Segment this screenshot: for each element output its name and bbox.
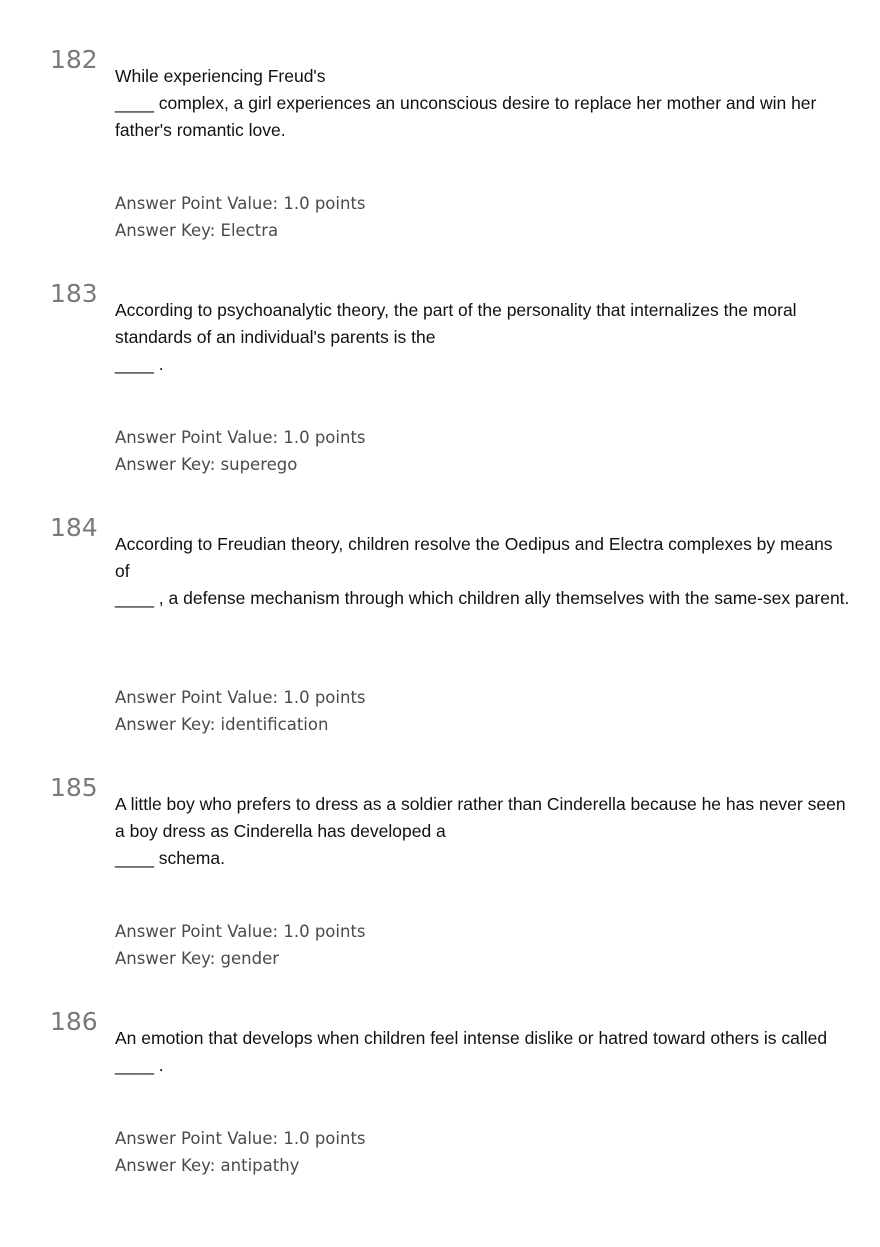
- answer-key: Answer Key: identification: [115, 715, 329, 734]
- answer-point-value: Answer Point Value: 1.0 points: [115, 922, 366, 941]
- question-text: An emotion that develops when children feel intense dislike or hatred toward others is called ____ .: [115, 1028, 828, 1075]
- question-number: 182: [50, 45, 98, 74]
- question-number: 186: [50, 1007, 98, 1036]
- question-text: According to psychoanalytic theory, the part of the personality that internalizes the moral standards of an individual's parents is the ____ .: [115, 300, 797, 374]
- answer-point-value: Answer Point Value: 1.0 points: [115, 428, 366, 447]
- question-text: According to Freudian theory, children resolve the Oedipus and Electra complexes by means of ____ , a defense mechanism through which children ally themselves with the same-sex parent.: [115, 534, 850, 608]
- question-number: 185: [50, 773, 98, 802]
- question-text: While experiencing Freud's ____ complex, a girl experiences an unconscious desire to replace her mother and win her father's romantic love.: [115, 66, 817, 140]
- answer-block: [115, 190, 366, 244]
- answer-block: [115, 424, 366, 478]
- answer-block: [115, 1125, 366, 1179]
- answer-key: Answer Key: superego: [115, 455, 298, 474]
- question-number: 184: [50, 513, 98, 542]
- question-text: A little boy who prefers to dress as a soldier rather than Cinderella because he has never seen a boy dress as Cinderella has developed a ____ schema.: [115, 794, 846, 868]
- answer-key: Answer Key: antipathy: [115, 1156, 300, 1175]
- answer-point-value: Answer Point Value: 1.0 points: [115, 1129, 366, 1148]
- answer-point-value: Answer Point Value: 1.0 points: [115, 688, 366, 707]
- answer-block: [115, 684, 366, 738]
- answer-block: [115, 918, 366, 972]
- answer-point-value: Answer Point Value: 1.0 points: [115, 194, 366, 213]
- answer-key: Answer Key: Electra: [115, 221, 279, 240]
- answer-key: Answer Key: gender: [115, 949, 280, 968]
- question-number: 183: [50, 279, 98, 308]
